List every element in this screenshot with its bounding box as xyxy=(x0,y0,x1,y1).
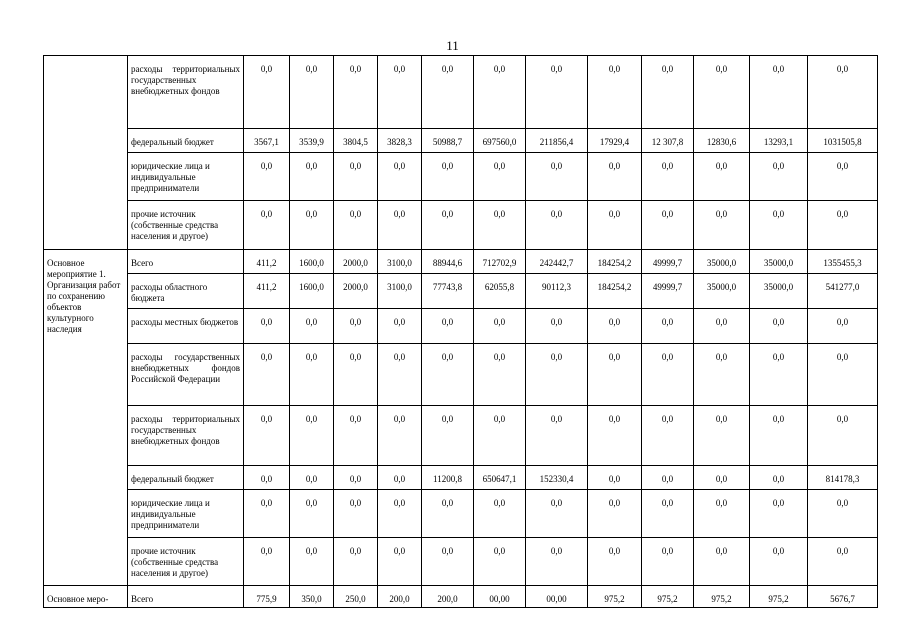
value-cell: 0,0 xyxy=(642,466,694,490)
total-value-cell: 0,0 xyxy=(808,201,878,250)
value-cell: 0,0 xyxy=(334,56,378,129)
funding-source-cell: расходы местных бюджетов xyxy=(128,309,244,344)
value-cell: 0,0 xyxy=(588,490,642,538)
value-cell: 3100,0 xyxy=(378,274,422,309)
value-cell: 211856,4 xyxy=(526,129,588,153)
value-cell: 0,0 xyxy=(750,466,808,490)
value-cell: 650647,1 xyxy=(474,466,526,490)
value-cell: 0,0 xyxy=(750,201,808,250)
value-cell: 0,0 xyxy=(750,56,808,129)
table-row xyxy=(44,344,878,406)
value-cell: 0,0 xyxy=(334,466,378,490)
value-cell: 0,0 xyxy=(334,538,378,586)
value-cell: 0,0 xyxy=(588,344,642,406)
value-cell: 0,0 xyxy=(244,406,290,466)
value-cell: 0,0 xyxy=(378,490,422,538)
value-cell: 11200,8 xyxy=(422,466,474,490)
value-cell: 0,0 xyxy=(694,344,750,406)
value-cell: 0,0 xyxy=(474,344,526,406)
value-cell: 0,0 xyxy=(588,466,642,490)
value-cell: 0,0 xyxy=(588,153,642,201)
value-cell: 3100,0 xyxy=(378,250,422,274)
value-cell: 0,0 xyxy=(378,538,422,586)
value-cell: 0,0 xyxy=(526,56,588,129)
value-cell: 0,0 xyxy=(526,406,588,466)
total-value-cell: 0,0 xyxy=(808,538,878,586)
table-row xyxy=(44,274,878,309)
funding-source-cell: прочие источник (собственные средства населения и другое) xyxy=(128,201,244,250)
value-cell: 35000,0 xyxy=(750,274,808,309)
value-cell: 0,0 xyxy=(694,538,750,586)
funding-source-cell: расходы территориальных государственных внебюджетных фондов xyxy=(128,56,244,129)
table-row xyxy=(44,309,878,344)
value-cell: 184254,2 xyxy=(588,250,642,274)
value-cell: 712702,9 xyxy=(474,250,526,274)
total-value-cell: 0,0 xyxy=(808,490,878,538)
value-cell: 0,0 xyxy=(750,490,808,538)
budget-table xyxy=(43,55,878,608)
value-cell: 0,0 xyxy=(750,153,808,201)
value-cell: 0,0 xyxy=(694,201,750,250)
value-cell: 697560,0 xyxy=(474,129,526,153)
value-cell: 0,0 xyxy=(334,406,378,466)
value-cell: 200,0 xyxy=(422,586,474,608)
value-cell: 0,0 xyxy=(474,490,526,538)
value-cell: 50988,7 xyxy=(422,129,474,153)
table-row xyxy=(44,538,878,586)
value-cell: 0,0 xyxy=(378,201,422,250)
value-cell: 0,0 xyxy=(290,201,334,250)
value-cell: 0,0 xyxy=(474,201,526,250)
value-cell: 13293,1 xyxy=(750,129,808,153)
value-cell: 0,0 xyxy=(694,466,750,490)
value-cell: 0,0 xyxy=(244,490,290,538)
value-cell: 88944,6 xyxy=(422,250,474,274)
total-value-cell: 1031505,8 xyxy=(808,129,878,153)
total-value-cell: 0,0 xyxy=(808,309,878,344)
value-cell: 0,0 xyxy=(588,56,642,129)
value-cell: 0,0 xyxy=(378,344,422,406)
value-cell: 3828,3 xyxy=(378,129,422,153)
value-cell: 0,0 xyxy=(588,538,642,586)
value-cell: 0,0 xyxy=(588,201,642,250)
value-cell: 0,0 xyxy=(642,201,694,250)
value-cell: 0,0 xyxy=(642,406,694,466)
value-cell: 77743,8 xyxy=(422,274,474,309)
value-cell: 0,0 xyxy=(750,538,808,586)
activity-name-cell xyxy=(44,56,128,250)
value-cell: 0,0 xyxy=(290,406,334,466)
table-row xyxy=(44,490,878,538)
value-cell: 975,2 xyxy=(694,586,750,608)
value-cell: 35000,0 xyxy=(750,250,808,274)
value-cell: 0,0 xyxy=(334,309,378,344)
value-cell: 35000,0 xyxy=(694,274,750,309)
value-cell: 975,2 xyxy=(588,586,642,608)
value-cell: 0,0 xyxy=(244,201,290,250)
value-cell: 250,0 xyxy=(334,586,378,608)
table-body xyxy=(44,56,878,608)
value-cell: 152330,4 xyxy=(526,466,588,490)
value-cell: 0,0 xyxy=(378,406,422,466)
total-value-cell: 1355455,3 xyxy=(808,250,878,274)
funding-source-cell: Всего xyxy=(128,586,244,608)
funding-source-cell: прочие источник (собственные средства населения и другое) xyxy=(128,538,244,586)
value-cell: 0,0 xyxy=(334,201,378,250)
value-cell: 1600,0 xyxy=(290,274,334,309)
value-cell: 184254,2 xyxy=(588,274,642,309)
value-cell: 0,0 xyxy=(474,153,526,201)
value-cell: 0,0 xyxy=(290,538,334,586)
value-cell: 0,0 xyxy=(422,153,474,201)
total-value-cell: 0,0 xyxy=(808,153,878,201)
value-cell: 12830,6 xyxy=(694,129,750,153)
funding-source-cell: расходы государственных внебюджетных фондов Российской Федерации xyxy=(128,344,244,406)
value-cell: 242442,7 xyxy=(526,250,588,274)
value-cell: 0,0 xyxy=(694,490,750,538)
value-cell: 0,0 xyxy=(694,153,750,201)
value-cell: 49999,7 xyxy=(642,274,694,309)
value-cell: 0,0 xyxy=(526,201,588,250)
value-cell: 975,2 xyxy=(750,586,808,608)
value-cell: 0,0 xyxy=(694,406,750,466)
value-cell: 0,0 xyxy=(642,490,694,538)
value-cell: 200,0 xyxy=(378,586,422,608)
value-cell: 0,0 xyxy=(334,490,378,538)
value-cell: 0,0 xyxy=(750,344,808,406)
value-cell: 411,2 xyxy=(244,274,290,309)
total-value-cell: 0,0 xyxy=(808,56,878,129)
total-value-cell: 541277,0 xyxy=(808,274,878,309)
value-cell: 0,0 xyxy=(526,538,588,586)
activity-name-cell: Основное меро- xyxy=(44,586,128,608)
value-cell: 00,00 xyxy=(474,586,526,608)
value-cell: 0,0 xyxy=(526,309,588,344)
funding-source-cell: федеральный бюджет xyxy=(128,466,244,490)
value-cell: 0,0 xyxy=(378,153,422,201)
value-cell: 0,0 xyxy=(526,344,588,406)
value-cell: 0,0 xyxy=(334,344,378,406)
activity-name-cell: Основное мероприятие 1. Организация работ по сохранению объектов культурного наследия xyxy=(44,250,128,586)
value-cell: 0,0 xyxy=(244,538,290,586)
value-cell: 0,0 xyxy=(290,466,334,490)
value-cell: 0,0 xyxy=(588,309,642,344)
value-cell: 0,0 xyxy=(474,538,526,586)
value-cell: 0,0 xyxy=(290,153,334,201)
value-cell: 0,0 xyxy=(422,344,474,406)
value-cell: 0,0 xyxy=(244,309,290,344)
value-cell: 975,2 xyxy=(642,586,694,608)
value-cell: 00,00 xyxy=(526,586,588,608)
funding-source-cell: федеральный бюджет xyxy=(128,129,244,153)
value-cell: 0,0 xyxy=(422,490,474,538)
value-cell: 0,0 xyxy=(474,56,526,129)
value-cell: 90112,3 xyxy=(526,274,588,309)
funding-source-cell: расходы территориальных государственных внебюджетных фондов xyxy=(128,406,244,466)
table-row xyxy=(44,466,878,490)
value-cell: 0,0 xyxy=(422,538,474,586)
value-cell: 0,0 xyxy=(642,56,694,129)
value-cell: 0,0 xyxy=(474,406,526,466)
value-cell: 0,0 xyxy=(642,153,694,201)
value-cell: 411,2 xyxy=(244,250,290,274)
table-row xyxy=(44,153,878,201)
value-cell: 0,0 xyxy=(244,153,290,201)
value-cell: 2000,0 xyxy=(334,250,378,274)
value-cell: 0,0 xyxy=(378,466,422,490)
table-row xyxy=(44,201,878,250)
table-row xyxy=(44,129,878,153)
value-cell: 0,0 xyxy=(244,56,290,129)
table-row xyxy=(44,586,878,608)
value-cell: 3539,9 xyxy=(290,129,334,153)
total-value-cell: 0,0 xyxy=(808,406,878,466)
funding-source-cell: юридические лица и индивидуальные предприниматели xyxy=(128,490,244,538)
table-row xyxy=(44,56,878,129)
value-cell: 0,0 xyxy=(750,406,808,466)
value-cell: 62055,8 xyxy=(474,274,526,309)
value-cell: 0,0 xyxy=(588,406,642,466)
value-cell: 1600,0 xyxy=(290,250,334,274)
value-cell: 0,0 xyxy=(526,490,588,538)
value-cell: 17929,4 xyxy=(588,129,642,153)
total-value-cell: 5676,7 xyxy=(808,586,878,608)
value-cell: 775,9 xyxy=(244,586,290,608)
value-cell: 0,0 xyxy=(422,56,474,129)
total-value-cell: 814178,3 xyxy=(808,466,878,490)
value-cell: 0,0 xyxy=(642,309,694,344)
value-cell: 0,0 xyxy=(694,56,750,129)
value-cell: 0,0 xyxy=(474,309,526,344)
value-cell: 0,0 xyxy=(378,309,422,344)
value-cell: 0,0 xyxy=(290,309,334,344)
value-cell: 0,0 xyxy=(422,406,474,466)
value-cell: 0,0 xyxy=(526,153,588,201)
value-cell: 0,0 xyxy=(694,309,750,344)
value-cell: 0,0 xyxy=(290,344,334,406)
value-cell: 0,0 xyxy=(290,490,334,538)
table-row xyxy=(44,250,878,274)
value-cell: 0,0 xyxy=(750,309,808,344)
value-cell: 12 307,8 xyxy=(642,129,694,153)
value-cell: 0,0 xyxy=(642,344,694,406)
value-cell: 0,0 xyxy=(334,153,378,201)
funding-source-cell: Всего xyxy=(128,250,244,274)
value-cell: 2000,0 xyxy=(334,274,378,309)
value-cell: 49999,7 xyxy=(642,250,694,274)
value-cell: 35000,0 xyxy=(694,250,750,274)
value-cell: 0,0 xyxy=(422,201,474,250)
value-cell: 0,0 xyxy=(422,309,474,344)
value-cell: 0,0 xyxy=(378,56,422,129)
value-cell: 3804,5 xyxy=(334,129,378,153)
value-cell: 350,0 xyxy=(290,586,334,608)
value-cell: 3567,1 xyxy=(244,129,290,153)
table-row xyxy=(44,406,878,466)
value-cell: 0,0 xyxy=(244,344,290,406)
funding-source-cell: расходы областного бюджета xyxy=(128,274,244,309)
funding-source-cell: юридические лица и индивидуальные предприниматели xyxy=(128,153,244,201)
value-cell: 0,0 xyxy=(290,56,334,129)
page-number: 11 xyxy=(446,38,459,53)
value-cell: 0,0 xyxy=(244,466,290,490)
value-cell: 0,0 xyxy=(642,538,694,586)
total-value-cell: 0,0 xyxy=(808,344,878,406)
